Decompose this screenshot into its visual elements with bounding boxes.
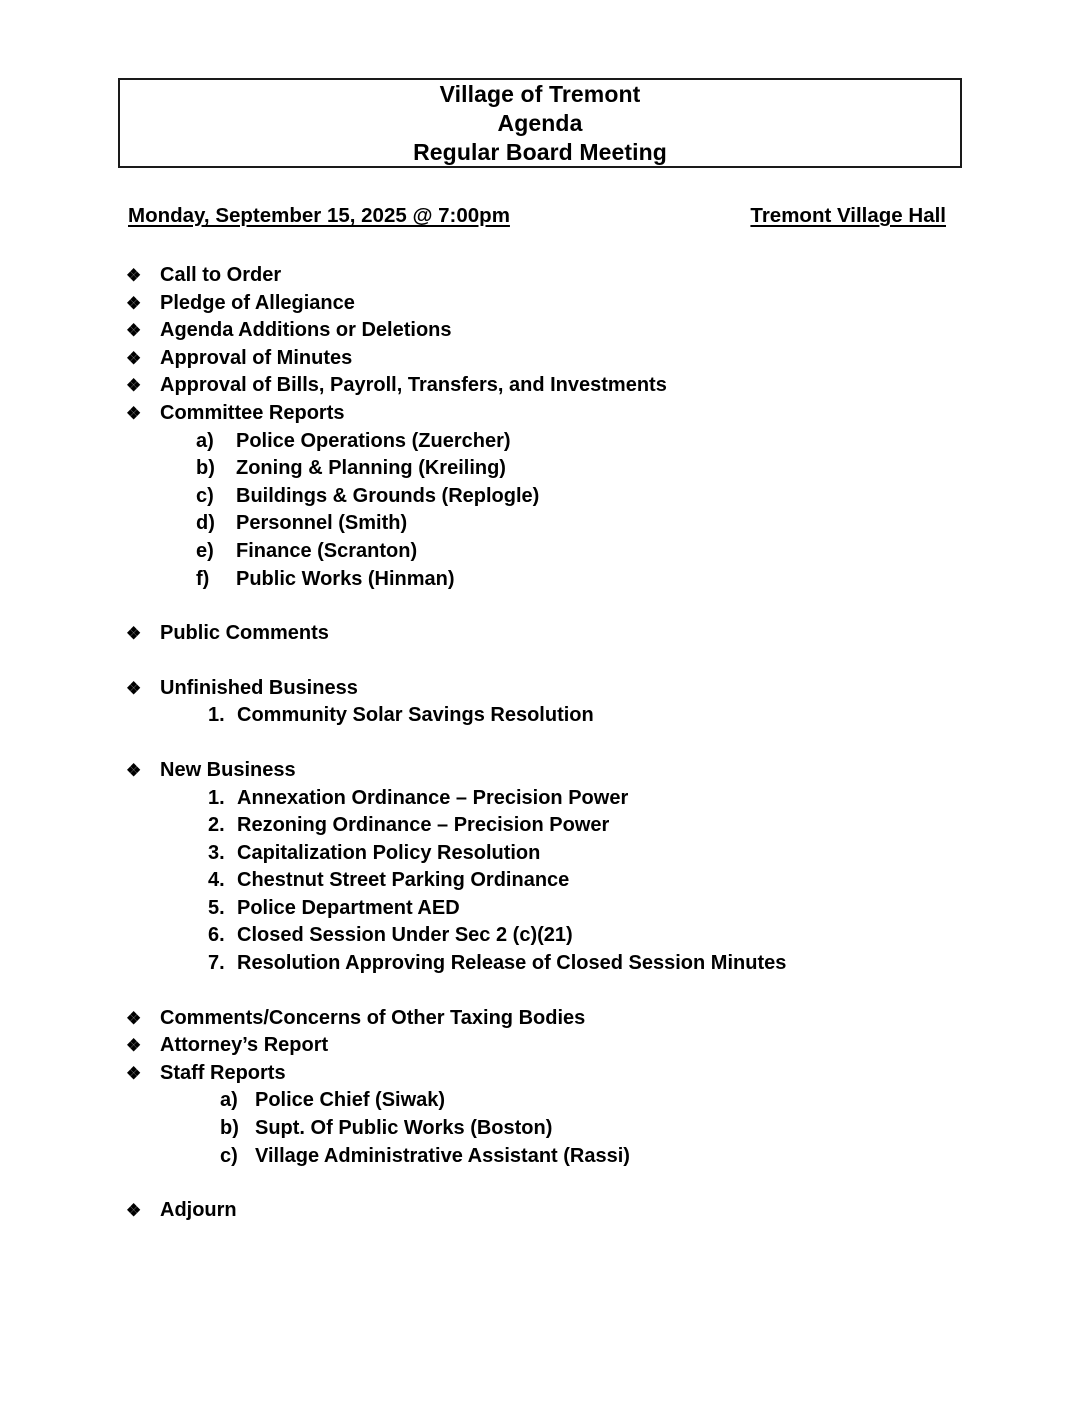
list-marker: b) — [220, 1117, 239, 1140]
agenda-item-label: Adjourn — [160, 1199, 237, 1222]
list-marker: c) — [220, 1144, 238, 1167]
committee-report-police-operations — [0, 428, 1088, 456]
agenda-item-label: Approval of Minutes — [160, 346, 353, 369]
agenda-item-label: Zoning & Planning (Kreiling) — [236, 457, 506, 480]
new-business-item-2 — [0, 812, 1088, 840]
staff-report-supt-public-works — [0, 1115, 1088, 1143]
agenda-item-label: Rezoning Ordinance – Precision Power — [237, 814, 610, 837]
agenda-item-label: Police Department AED — [237, 896, 460, 919]
diamond-bullet-icon: ❖ — [126, 403, 142, 423]
committee-report-zoning-planning — [0, 455, 1088, 483]
agenda-item-label: Buildings & Grounds (Replogle) — [236, 484, 540, 507]
meeting-location: Tremont Village Hall — [750, 204, 946, 227]
agenda-item-label: Agenda Additions or Deletions — [160, 319, 452, 342]
new-business-item-1 — [0, 785, 1088, 813]
header-title-line-2: Agenda — [497, 109, 583, 136]
agenda-item-label: Annexation Ordinance – Precision Power — [237, 786, 629, 809]
agenda-item-approval-of-minutes — [0, 345, 1088, 373]
agenda-item-label: Community Solar Savings Resolution — [237, 704, 594, 727]
agenda-item-call-to-order — [0, 262, 1088, 290]
diamond-bullet-icon: ❖ — [126, 1036, 142, 1056]
diamond-bullet-icon: ❖ — [126, 293, 142, 313]
new-business-item-4 — [0, 867, 1088, 895]
new-business-item-7 — [0, 950, 1088, 978]
header-title-line-3: Regular Board Meeting — [413, 138, 667, 165]
diamond-bullet-icon: ❖ — [126, 1201, 142, 1221]
agenda-item-label: Pledge of Allegiance — [160, 291, 355, 314]
agenda-item-label: Unfinished Business — [160, 676, 358, 699]
agenda-item-label: New Business — [160, 758, 296, 781]
list-marker: e) — [196, 539, 214, 562]
diamond-bullet-icon: ❖ — [126, 376, 142, 396]
diamond-bullet-icon: ❖ — [126, 1008, 142, 1028]
agenda-item-label: Committee Reports — [160, 401, 345, 424]
diamond-bullet-icon: ❖ — [126, 348, 142, 368]
agenda-item-label: Public Comments — [160, 622, 329, 645]
agenda-item-label: Police Operations (Zuercher) — [236, 429, 511, 452]
agenda-item-attorneys-report — [0, 1032, 1088, 1060]
list-marker: f) — [196, 567, 210, 590]
meeting-meta-row — [128, 204, 946, 228]
list-marker: 1. — [208, 704, 225, 727]
agenda-item-staff-reports — [0, 1060, 1088, 1088]
list-marker: 6. — [208, 924, 225, 947]
new-business-item-3 — [0, 840, 1088, 868]
agenda-item-committee-reports — [0, 400, 1088, 428]
list-marker: 4. — [208, 869, 225, 892]
agenda-item-new-business — [0, 757, 1088, 785]
list-marker: 5. — [208, 896, 225, 919]
agenda-item-pledge-of-allegiance — [0, 290, 1088, 318]
list-marker: 2. — [208, 814, 225, 837]
agenda-item-label: Chestnut Street Parking Ordinance — [237, 869, 570, 892]
agenda-item-label: Village Administrative Assistant (Rassi) — [255, 1144, 630, 1167]
agenda-item-label: Personnel (Smith) — [236, 512, 408, 535]
committee-report-buildings-grounds — [0, 483, 1088, 511]
staff-report-village-administrative-assistant — [0, 1143, 1088, 1171]
list-marker: c) — [196, 484, 214, 507]
list-marker: b) — [196, 457, 215, 480]
diamond-bullet-icon: ❖ — [126, 624, 142, 644]
diamond-bullet-icon: ❖ — [126, 321, 142, 341]
list-marker: 3. — [208, 841, 225, 864]
diamond-bullet-icon: ❖ — [126, 266, 142, 285]
agenda-item-public-comments — [0, 620, 1088, 648]
list-marker: 1. — [208, 786, 225, 809]
agenda-item-label: Resolution Approving Release of Closed Session Minutes — [237, 952, 787, 975]
agenda-item-comments-concerns-taxing-bodies — [0, 1005, 1088, 1033]
committee-report-finance — [0, 538, 1088, 566]
agenda-item-label: Attorney’s Report — [160, 1034, 329, 1057]
header-title-line-1: Village of Tremont — [439, 80, 641, 107]
diamond-bullet-icon: ❖ — [126, 678, 142, 698]
meeting-datetime: Monday, September 15, 2025 @ 7:00pm — [128, 204, 510, 227]
agenda-item-agenda-additions-or-deletions — [0, 317, 1088, 345]
agenda-list — [0, 262, 1088, 1225]
agenda-item-approval-of-bills — [0, 372, 1088, 400]
agenda-item-label: Closed Session Under Sec 2 (c)(21) — [237, 924, 573, 947]
agenda-item-label: Supt. Of Public Works (Boston) — [255, 1117, 553, 1140]
agenda-item-adjourn — [0, 1197, 1088, 1225]
agenda-item-unfinished-business — [0, 675, 1088, 703]
agenda-item-label: Staff Reports — [160, 1061, 286, 1084]
unfinished-business-item-1 — [0, 702, 1088, 730]
diamond-bullet-icon: ❖ — [126, 1063, 142, 1083]
list-marker: 7. — [208, 952, 225, 975]
agenda-item-label: Finance (Scranton) — [236, 539, 418, 562]
agenda-item-label: Call to Order — [160, 264, 282, 286]
agenda-item-label: Public Works (Hinman) — [236, 567, 455, 590]
committee-report-personnel — [0, 510, 1088, 538]
list-marker: a) — [196, 429, 214, 452]
new-business-item-5 — [0, 895, 1088, 923]
list-marker: d) — [196, 512, 215, 535]
agenda-item-label: Approval of Bills, Payroll, Transfers, and Investments — [160, 374, 667, 397]
agenda-item-label: Capitalization Policy Resolution — [237, 841, 541, 864]
list-marker: a) — [220, 1089, 238, 1112]
agenda-item-label: Comments/Concerns of Other Taxing Bodies — [160, 1006, 586, 1029]
diamond-bullet-icon: ❖ — [126, 760, 142, 780]
new-business-item-6 — [0, 922, 1088, 950]
agenda-header-box — [118, 78, 962, 168]
agenda-item-label: Police Chief (Siwak) — [255, 1089, 446, 1112]
committee-report-public-works — [0, 566, 1088, 594]
staff-report-police-chief — [0, 1087, 1088, 1115]
